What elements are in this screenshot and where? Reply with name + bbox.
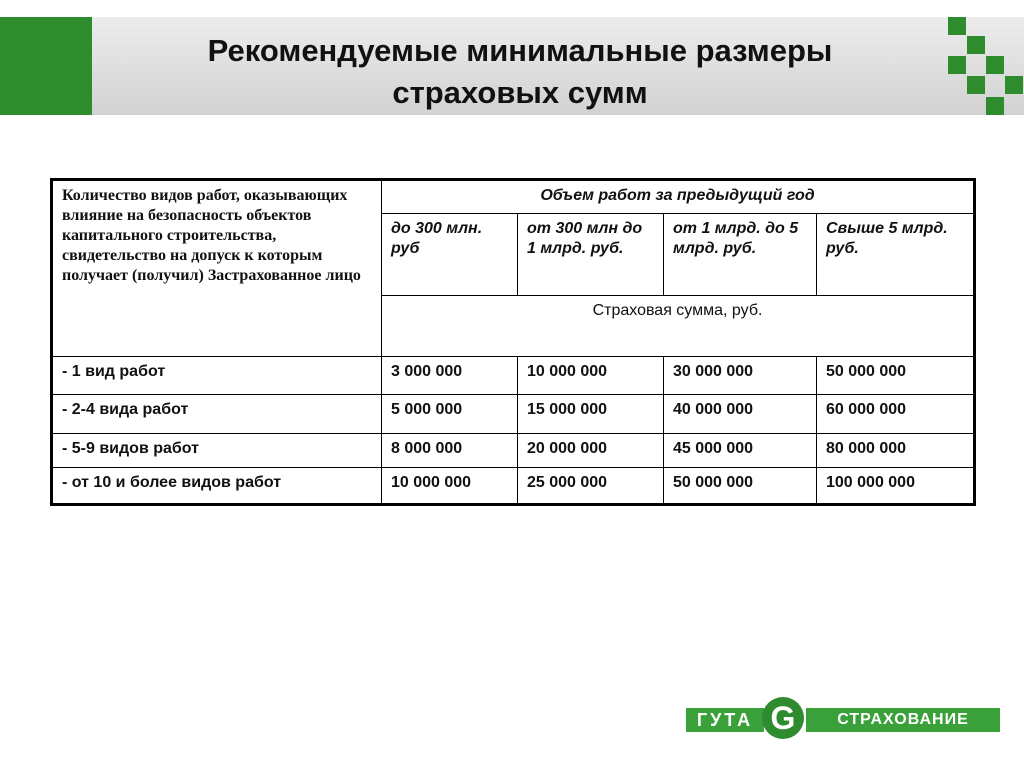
row-label: - от 10 и более видов работ [52, 468, 382, 505]
header-green-block [0, 17, 92, 115]
slide-title-line-2: страховых сумм [392, 75, 648, 110]
decorative-square [948, 56, 966, 74]
logo-g-mark-icon: G [762, 697, 804, 739]
slide-title-line-1: Рекомендуемые минимальные размеры [207, 33, 833, 68]
slide-title [100, 30, 940, 114]
decorative-square [948, 17, 966, 35]
decorative-square [986, 97, 1004, 115]
range-header-1: до 300 млн. руб [382, 214, 518, 296]
insurance-sums-table [50, 178, 976, 506]
table-cell: 25 000 000 [518, 468, 664, 505]
table-cell: 100 000 000 [817, 468, 975, 505]
table-cell: 8 000 000 [382, 434, 518, 468]
decorative-square [967, 36, 985, 54]
table-row [52, 434, 975, 468]
range-header-2: от 300 млн до 1 млрд. руб. [518, 214, 664, 296]
logo-brand-text: ГУТА [686, 708, 764, 732]
decorative-square [1005, 76, 1023, 94]
range-header-4: Свыше 5 млрд. руб. [817, 214, 975, 296]
table-row [52, 357, 975, 395]
logo-insurance-text: СТРАХОВАНИЕ [806, 708, 1000, 732]
table-cell: 80 000 000 [817, 434, 975, 468]
table-cell: 50 000 000 [664, 468, 817, 505]
table-cell: 60 000 000 [817, 395, 975, 434]
table-cell: 45 000 000 [664, 434, 817, 468]
row-label: - 1 вид работ [52, 357, 382, 395]
table-cell: 30 000 000 [664, 357, 817, 395]
table-cell: 50 000 000 [817, 357, 975, 395]
guta-insurance-logo [686, 697, 1000, 739]
decorative-square [986, 56, 1004, 74]
insurance-sum-header: Страховая сумма, руб. [382, 296, 975, 357]
table-cell: 5 000 000 [382, 395, 518, 434]
decorative-square [967, 76, 985, 94]
work-types-header: Количество видов работ, оказывающих влияние на безопасность объектов капитального строительства, свидетельство на допуск к которым получает (получил) Застрахованное лицо [52, 180, 382, 357]
table-cell: 40 000 000 [664, 395, 817, 434]
table-cell: 15 000 000 [518, 395, 664, 434]
table-cell: 10 000 000 [518, 357, 664, 395]
row-label: - 5-9 видов работ [52, 434, 382, 468]
table-cell: 20 000 000 [518, 434, 664, 468]
range-header-3: от 1 млрд. до 5 млрд. руб. [664, 214, 817, 296]
table-row [52, 395, 975, 434]
table-row [52, 468, 975, 505]
volume-header: Объем работ за предыдущий год [382, 180, 975, 214]
row-label: - 2-4 вида работ [52, 395, 382, 434]
table-cell: 3 000 000 [382, 357, 518, 395]
table-cell: 10 000 000 [382, 468, 518, 505]
